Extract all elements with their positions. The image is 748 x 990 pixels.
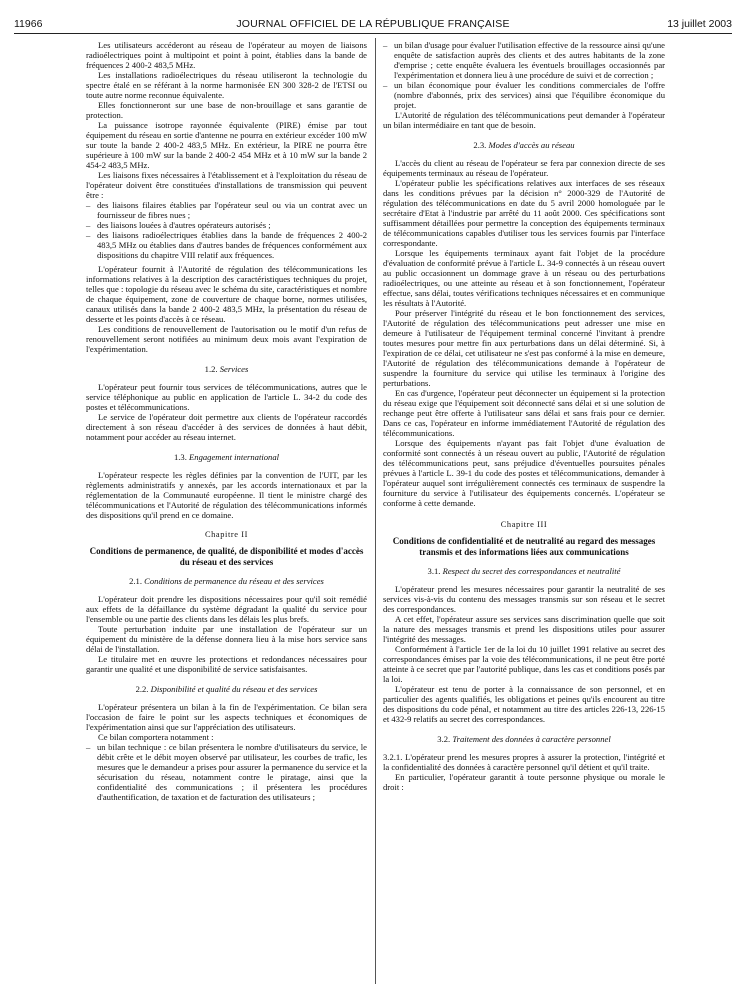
section-heading bbox=[86, 452, 367, 462]
paragraph: Ce bilan comportera notamment : bbox=[98, 732, 214, 742]
section-title: Engagement international bbox=[189, 452, 280, 462]
paragraph: A cet effet, l'opérateur assure ses services sans discrimination quelle que soit la nature des messages transmis et prend les dispositions utiles pour assurer l'intégrité des messages. bbox=[383, 614, 665, 644]
section-title: Services bbox=[219, 364, 249, 374]
section-heading bbox=[383, 566, 665, 576]
list-item: – des liaisons radioélectriques établies dans la bande de fréquences 2 400-2 483,5 MHz ou établies dans d'autres bandes de fréquences conformément aux dispositions du chapitre VIII relatif aux fréquences. bbox=[86, 230, 367, 260]
section-title: Traitement des données à caractère personnel bbox=[452, 734, 611, 744]
paragraph bbox=[383, 752, 665, 772]
paragraph: Elles fonctionneront sur une base de non-brouillage et sans garantie de protection. bbox=[86, 100, 367, 120]
publication-date: 13 juillet 2003 bbox=[667, 18, 732, 30]
paragraph: L'opérateur publie les spécifications relatives aux interfaces de ses réseaux dans les conditions prévues par la décision n° 2000-329 de l'Autorité de régulation des télécommunications en date du 5 avril 2000 homologuée par le secrétaire d'Etat à l'industrie par arrêté du 11 août 2000. Ces spécifications sont suffisamment détaillées pour permettre la conception des équipements terminaux de télécommunications capables d'utiliser tous les services fournis par l'interface correspondante. bbox=[383, 178, 665, 248]
list-item: – des liaisons louées à d'autres opérateurs autorisés ; bbox=[86, 220, 367, 230]
list-item: – un bilan technique : ce bilan présentera le nombre d'utilisateurs du service, le débit crête et le débit moyen observé par utilisateur, les courbes de trafic, les mesures que le demandeur a prises pour assurer la permanence du service et la sécurisation du réseau, notamment contre le piratage, ainsi que la confidentialité des communications ; il présentera les procédures d'authentification, de taxation et de facturation des utilisateurs ; bbox=[86, 742, 367, 802]
section-heading bbox=[86, 364, 367, 374]
paragraph: L'opérateur fournit à l'Autorité de régulation des télécommunications les informations relatives à la description des caractéristiques techniques du projet, telles que : topologie du réseau avec le schéma du site, caractéristiques et nombre de chaque équipement, zone de couverture de chaque borne, normes utilisées, canaux utilisés dans la bande 2 400-2 483,5 MHz, la présentation du réseau de desserte et les points d'accès à ce réseau. bbox=[86, 264, 367, 324]
section-title: Disponibilité et qualité du réseau et des services bbox=[150, 684, 318, 694]
section-title: Modes d'accès au réseau bbox=[488, 140, 575, 150]
chapter-label: Chapitre II bbox=[204, 530, 249, 539]
section-number: 2.2. bbox=[135, 684, 149, 694]
paragraph: Les installations radioélectriques du réseau utiliseront la technologie du spectre étalé en se référant à la norme harmonisée EN 300 328-2 de l'ETSI ou toute autre norme reconnue équivalente. bbox=[86, 70, 367, 100]
left-column bbox=[86, 40, 367, 802]
paragraph: Toute perturbation induite par une installation de l'opérateur sur un équipement du ministère de la défense donnera lieu à la mise hors service sans délai de l'installation. bbox=[86, 624, 367, 654]
section-title: Respect du secret des correspondances et neutralité bbox=[442, 566, 621, 576]
paragraph: Les liaisons fixes nécessaires à l'établissement et à l'exploitation du réseau de l'opérateur doivent être constituées d'installations de transmission qui peuvent être : bbox=[86, 170, 367, 200]
paragraph-number: 3.2.1. bbox=[383, 752, 403, 762]
chapter-label: Chapitre III bbox=[500, 520, 548, 529]
section-number: 2.3. bbox=[473, 140, 487, 150]
paragraph: Lorsque les équipements terminaux ayant fait l'objet de la procédure d'évaluation de conformité prévue à l'article L. 34-9 connectés à un réseau ouvert au public occasionnent un dommage grave à un réseau ou des perturbations radioélectriques, ou une atteinte au réseau et à son fonctionnement, l'opérateur effectue, sans délai, toutes vérifications techniques nécessaires et en communique les résultats à l'Autorité. bbox=[383, 248, 665, 308]
bilan-list bbox=[86, 742, 367, 802]
header-rule bbox=[14, 33, 732, 34]
bilan-list-continued bbox=[383, 40, 665, 110]
section-number: 2.1. bbox=[129, 576, 142, 586]
section-heading bbox=[86, 576, 367, 586]
paragraph: L'opérateur prend les mesures nécessaires pour garantir la neutralité de ses services vis-à-vis du contenu des messages transmis sur son réseau et le secret des correspondances. bbox=[383, 584, 665, 614]
page-number: 11966 bbox=[14, 18, 43, 30]
paragraph: Pour préserver l'intégrité du réseau et le bon fonctionnement des services, l'Autorité de régulation des télécommunications peut adresser une mise en demeure à l'utilisateur de l'équipement terminal concerné l'invitant à prendre toutes mesures pour mettre fin aux perturbations dans un délai déterminé. Si, à l'expiration de ce délai, cet utilisateur ne s'est pas conformé à la mise en demeure, l'Autorité de régulation des télécommunications demande à l'opérateur de suspendre la fourniture du service qui utilise les terminaux à l'origine des perturbations. bbox=[383, 308, 665, 388]
column-divider bbox=[375, 38, 376, 984]
paragraph: La puissance isotrope rayonnée équivalente (PIRE) émise par tout équipement du réseau en sortie d'antenne ne pourra en extérieur excéder 100 mW sur toute la bande 2 400-2 483,5 MHz. En extérieur, la PIRE ne pourra être supérieure à 100 mW sur la bande 2 400-2 454 MHz et à 10 mW sur la bande 2 454-2 483,5 MHz. bbox=[86, 120, 367, 170]
paragraph: Conformément à l'article 1er de la loi du 10 juillet 1991 relative au secret des correspondances émises par la voie des télécommunications, il ne peut être porté atteinte à ce secret que par l'autorité publique, dans les cas et conditions posés par la loi. bbox=[383, 644, 665, 684]
paragraph: Le service de l'opérateur doit permettre aux clients de l'opérateur raccordés directement à son réseau d'accéder à des services de données à haut débit, notamment pour accéder au réseau internet. bbox=[86, 412, 367, 442]
paragraph: En particulier, l'opérateur garantit à toute personne physique ou morale le droit : bbox=[383, 772, 665, 792]
paragraph: L'opérateur est tenu de porter à la connaissance de son personnel, et en particulier des agents qualifiés, les obligations et peines qu'ils encourent au titre des dispositions du code pénal, et notamment au titre des articles 226-13, 226-15 et 432-9 relatifs au secret des correspondances. bbox=[383, 684, 665, 724]
list-item: – un bilan d'usage pour évaluer l'utilisation effective de la ressource ainsi qu'une enquête de satisfaction auprès des clients et des autres habitants de la zone d'emprise ; cette enquête évaluera les éventuels brouillages occasionnés par l'expérimentation et donnera lieu à une procédure de suivi et de correction ; bbox=[383, 40, 665, 80]
section-heading bbox=[86, 684, 367, 694]
list-item: – un bilan économique pour évaluer les conditions commerciales de l'offre (nombre d'abonnés, prix des services) ainsi que l'équilibre économique du projet. bbox=[383, 80, 665, 110]
transmission-list bbox=[86, 200, 367, 260]
list-item: – des liaisons filaires établies par l'opérateur seul ou via un contrat avec un fournisseur de fibres nues ; bbox=[86, 200, 367, 220]
section-number: 1.3. bbox=[173, 452, 187, 462]
section-heading bbox=[383, 734, 665, 744]
page-header bbox=[14, 16, 732, 34]
paragraph: Lorsque des équipements n'ayant pas fait l'objet d'une évaluation de conformité sont connectés à un réseau ouvert au public, l'Autorité de régulation des télécommunications peut, sans préjudice d'éventuelles poursuites pénales prévues à l'article L. 39-1 du code des postes et télécommunications, demander à l'opérateur auquel sont irrégulièrement connectés ces terminaux de suspendre la fourniture du service à l'utilisateur des équipements concernés. L'opérateur se conforme à cette demande. bbox=[383, 438, 665, 508]
paragraph-text: L'opérateur prend les mesures propres à assurer la protection, l'intégrité et la confidentialité des données à caractère personnel qu'il détient et qu'il traite. bbox=[383, 752, 665, 772]
paragraph: L'opérateur présentera un bilan à la fin de l'expérimentation. Ce bilan sera l'occasion de faire le point sur les aspects techniques et économiques de l'expérimentation ainsi que sur l'appréciation des utilisateurs. bbox=[86, 702, 367, 732]
paragraph: L'opérateur peut fournir tous services de télécommunications, autres que le service téléphonique au public en application de l'article L. 34-2 du code des postes et télécommunications. bbox=[86, 382, 367, 412]
paragraph: L'opérateur respecte les règles définies par la convention de l'UIT, par les règlements administratifs y annexés, par les accords internationaux et par la réglementation de la Communauté européenne. Il tient le ministre chargé des télécommunications et l'Autorité de régulation des télécommunications informés des dispositions qu'il prend en ce domaine. bbox=[86, 470, 367, 520]
section-number: 3.1. bbox=[427, 566, 441, 576]
paragraph: Le titulaire met en œuvre les protections et redondances nécessaires pour garantir une qualité et une disponibilité de service satisfaisantes. bbox=[86, 654, 367, 674]
paragraph: L'accès du client au réseau de l'opérateur se fera par connexion directe de ses équipements terminaux au réseau de l'opérateur. bbox=[383, 158, 665, 178]
paragraph: En cas d'urgence, l'opérateur peut déconnecter un équipement si la protection du réseau exige que l'équipement soit déconnecté sans délai et si une solution de rechange peut être offerte à l'utilisateur sans délai et sans frais pour ce dernier. Dans ce cas, l'opérateur en informe immédiatement l'Autorité de régulation des télécommunications. bbox=[383, 388, 665, 438]
chapter-title: Conditions de confidentialité et de neutralité au regard des messages transmis et des informations liées aux communications bbox=[392, 536, 656, 557]
journal-title: JOURNAL OFFICIEL DE LA RÉPUBLIQUE FRANÇAISE bbox=[236, 18, 510, 30]
paragraph: Les conditions de renouvellement de l'autorisation ou le motif d'un refus de renouvellement seront notifiées au minimum deux mois avant l'expiration de l'expérimentation. bbox=[86, 324, 367, 354]
paragraph: L'opérateur doit prendre les dispositions nécessaires pour qu'il soit remédié aux effets de la défaillance du système dégradant la qualité du service pour l'ensemble ou une partie des clients dans les délais les plus brefs. bbox=[86, 594, 367, 624]
section-heading bbox=[383, 140, 665, 150]
paragraph: Les utilisateurs accéderont au réseau de l'opérateur au moyen de liaisons radioélectriques point à multipoint et point à point, établies dans la bande de fréquences 2 400-2 483,5 MHz. bbox=[86, 40, 367, 70]
section-number: 3.2. bbox=[437, 734, 451, 744]
paragraph: L'Autorité de régulation des télécommunications peut demander à l'opérateur un bilan intermédiaire en tant que de besoin. bbox=[383, 110, 665, 130]
right-column bbox=[383, 40, 665, 792]
chapter-title: Conditions de permanence, de qualité, de disponibilité et modes d'accès du réseau et des services bbox=[89, 546, 364, 567]
section-number: 1.2. bbox=[204, 364, 218, 374]
section-title: Conditions de permanence du réseau et des services bbox=[144, 576, 324, 586]
